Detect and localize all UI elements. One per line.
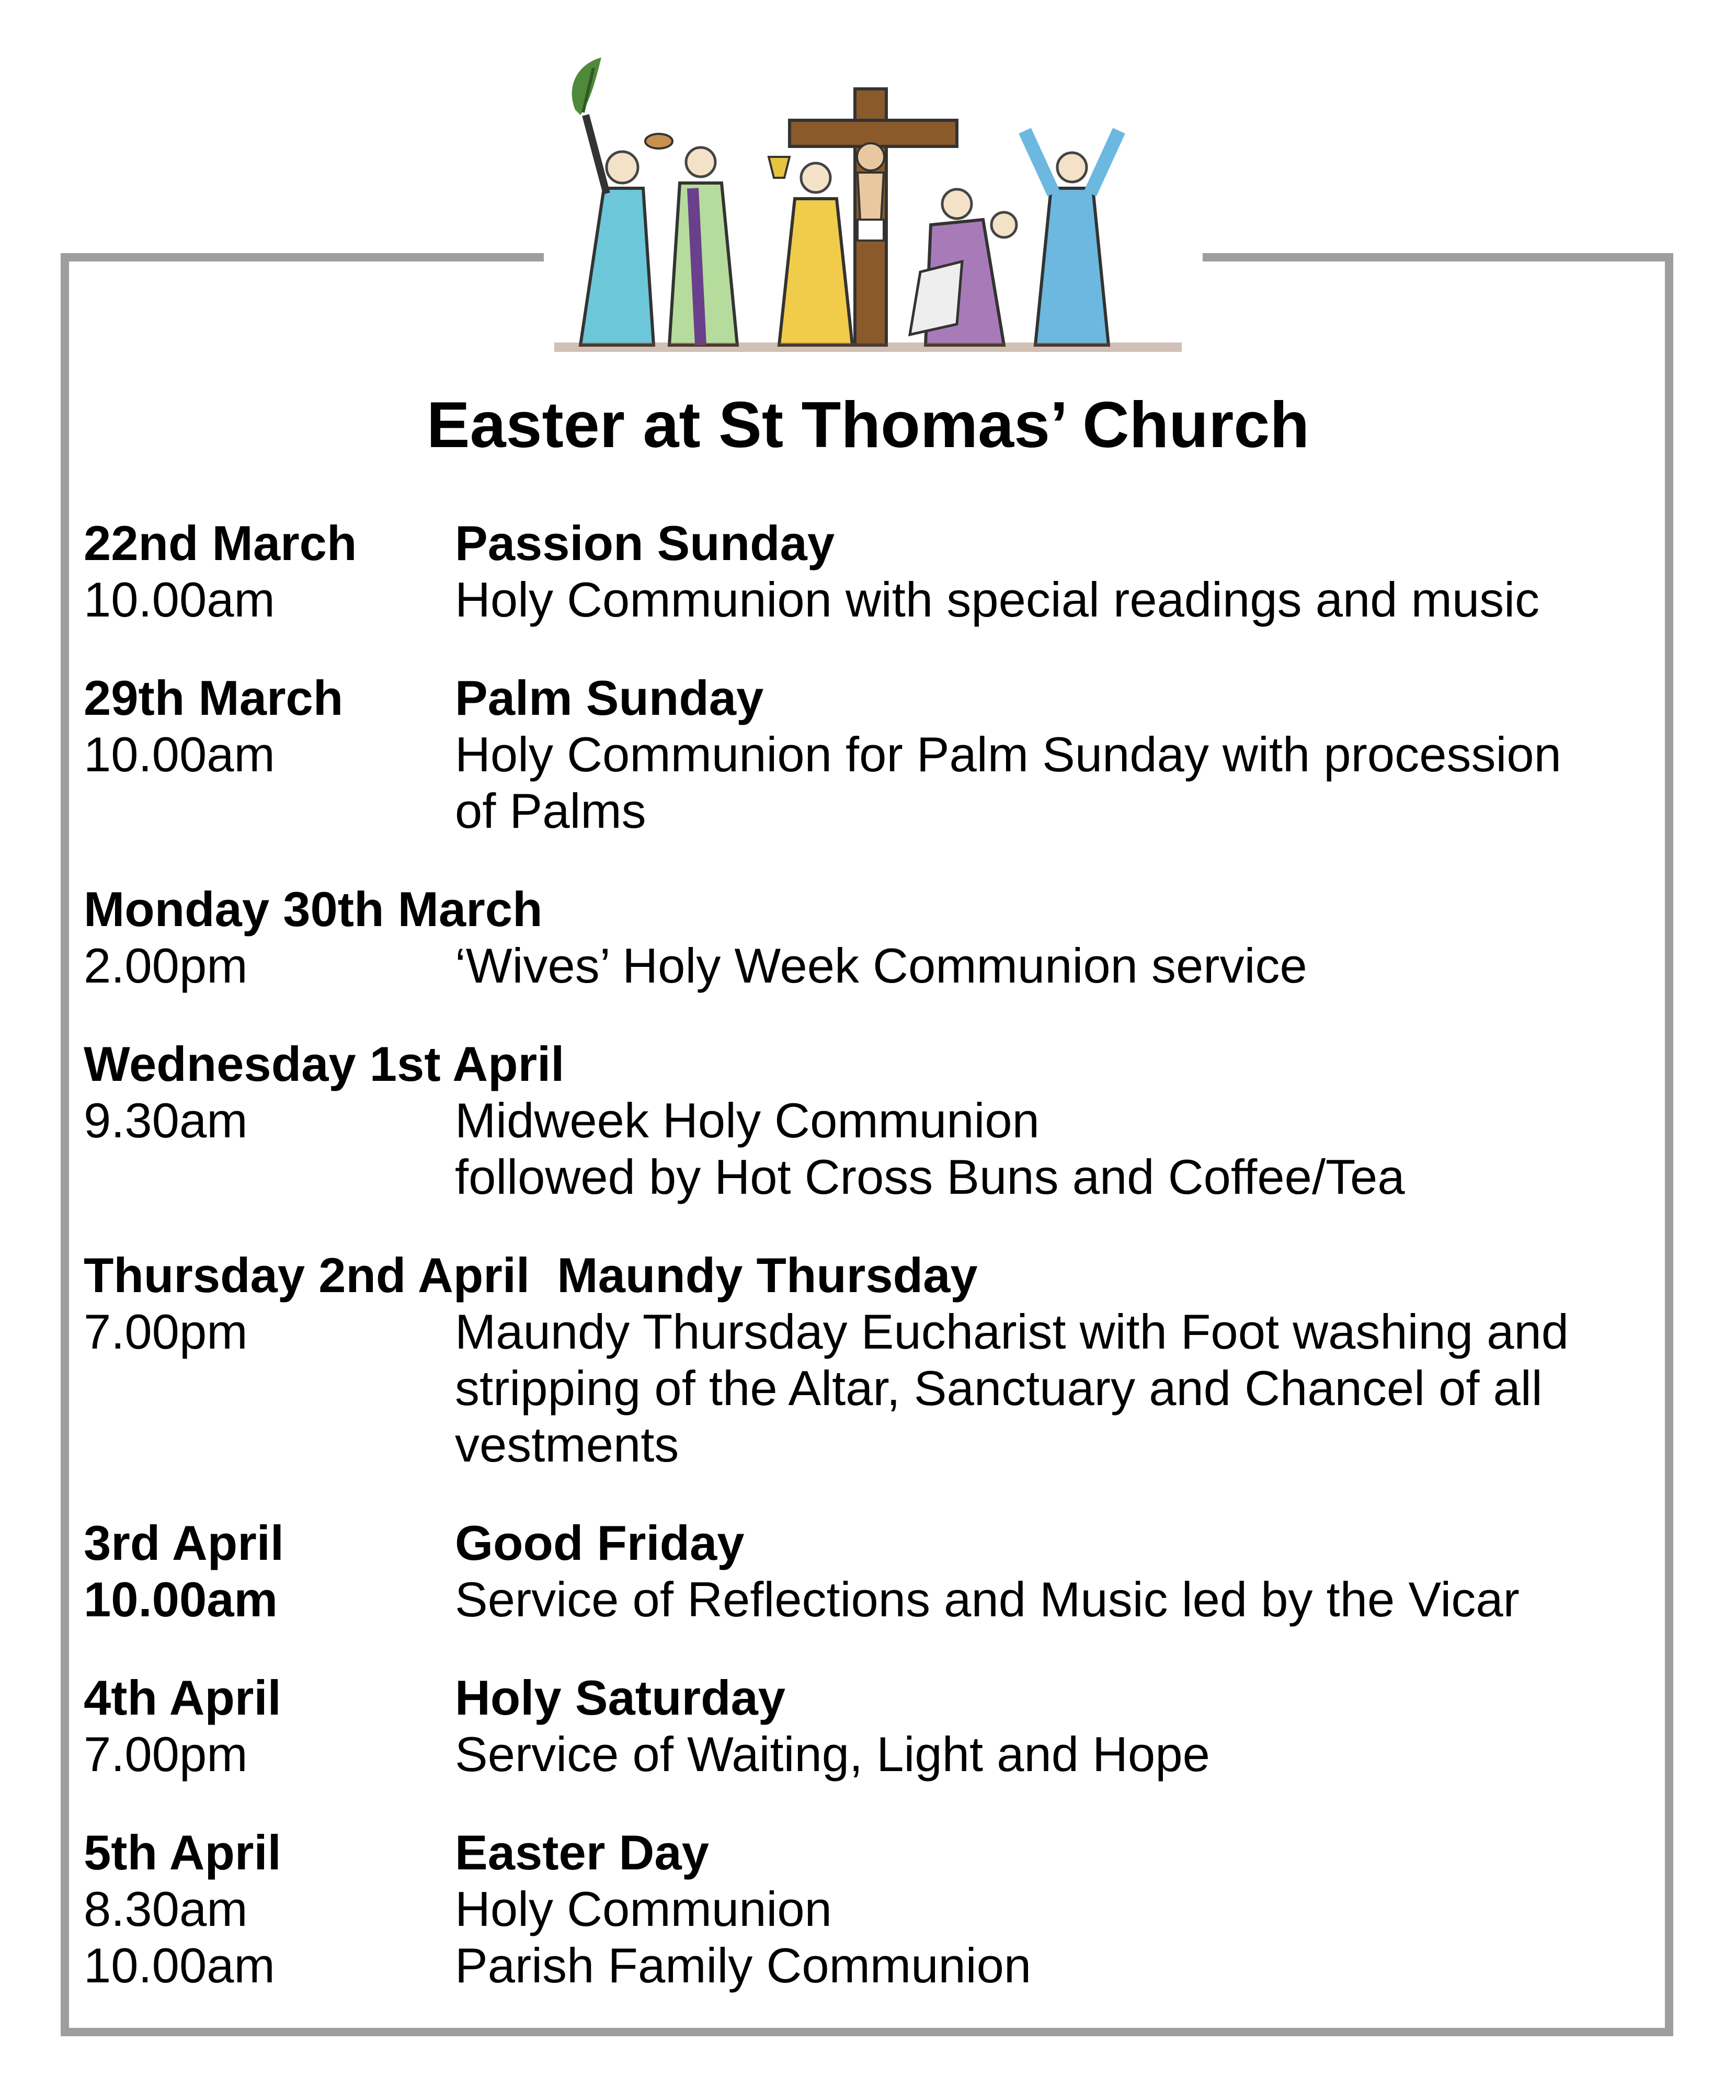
service-date: 5th April (84, 1825, 281, 1880)
service-date: 4th April (84, 1670, 281, 1725)
service-time: 7.00pm (84, 1304, 248, 1359)
service-description: Parish Family Communion (455, 1938, 1032, 1993)
service-time: 10.00am (84, 1572, 278, 1627)
service-date: Thursday 2nd April Maundy Thursday (84, 1248, 978, 1303)
service-description: Holy Communion (455, 1881, 832, 1936)
kneeling-figures-icon (910, 189, 1017, 345)
service-description: of Palms (455, 783, 646, 838)
service-description: Maundy Thursday Eucharist with Foot washing and (455, 1304, 1569, 1359)
list-item (84, 1036, 1652, 1205)
service-name: Palm Sunday (455, 670, 764, 725)
service-time: 10.00am (84, 727, 275, 782)
service-name: Good Friday (455, 1515, 745, 1570)
service-date: Wednesday 1st April (84, 1036, 565, 1091)
service-date: Monday 30th March (84, 882, 543, 937)
service-description: Holy Communion with special readings and music (455, 572, 1540, 627)
service-time: 8.30am (84, 1881, 248, 1936)
list-item (84, 670, 1652, 839)
service-description: Service of Waiting, Light and Hope (455, 1727, 1210, 1782)
list-item (84, 515, 1652, 628)
palm-figure-icon (572, 58, 654, 345)
rejoicing-figure-icon (1025, 131, 1119, 345)
service-description: stripping of the Altar, Sanctuary and Chancel of all (455, 1361, 1543, 1416)
page-title: Easter at St Thomas’ Church (426, 389, 1310, 461)
service-description: Service of Reflections and Music led by the Vicar (455, 1572, 1520, 1627)
service-description: ‘Wives’ Holy Week Communion service (455, 938, 1307, 993)
service-description: vestments (455, 1417, 679, 1472)
list-item (84, 1824, 1652, 1994)
service-schedule (84, 515, 1652, 2036)
list-item (84, 1247, 1652, 1473)
service-time: 7.00pm (84, 1727, 248, 1782)
service-date: 29th March (84, 670, 344, 725)
service-date: 3rd April (84, 1515, 284, 1570)
service-name: Easter Day (455, 1825, 709, 1880)
service-description: followed by Hot Cross Buns and Coffee/Tea (455, 1149, 1405, 1204)
list-item (84, 1670, 1652, 1783)
service-description: Holy Communion for Palm Sunday with procession (455, 727, 1561, 782)
service-name: Passion Sunday (455, 516, 835, 570)
service-time: 10.00am (84, 1938, 275, 1993)
cup-figure-icon (769, 157, 852, 345)
service-time: 9.30am (84, 1093, 248, 1148)
service-date: 22nd March (84, 516, 357, 570)
list-item (84, 881, 1652, 994)
service-time: 10.00am (84, 572, 275, 627)
easter-figures-illustration (544, 52, 1203, 371)
list-item (84, 1515, 1652, 1628)
service-time: 2.00pm (84, 938, 248, 993)
service-description: Midweek Holy Communion (455, 1093, 1040, 1148)
service-name: Holy Saturday (455, 1670, 786, 1725)
bread-figure-icon (645, 134, 737, 345)
